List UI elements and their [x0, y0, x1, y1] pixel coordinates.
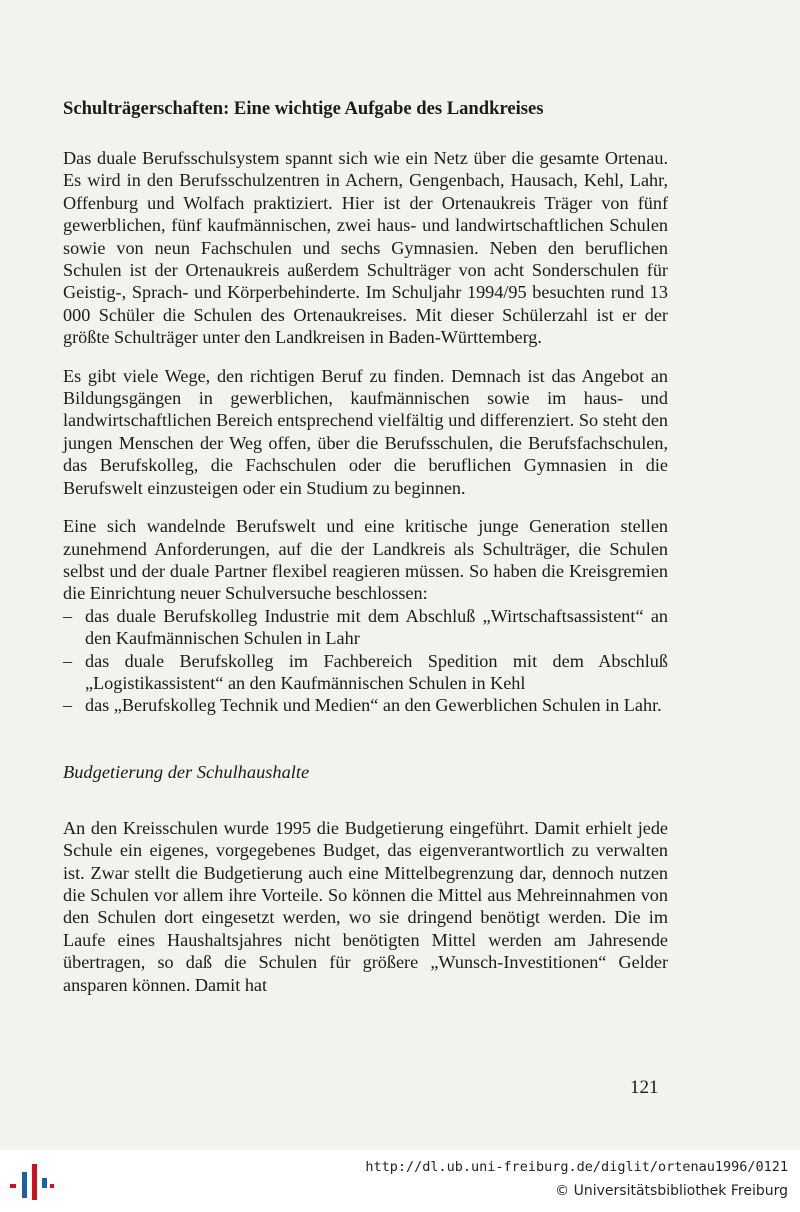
page-number: 121: [630, 1077, 659, 1098]
list-item: [63, 605, 668, 650]
dash-marker: –: [63, 695, 73, 716]
paragraph-1: Das duale Berufsschulsystem spannt sich wie ein Netz über die gesamte Ortenau. Es wird in den Berufsschulzentren in Achern, Gengenbach, Hausach, Kehl, Lahr, Offenburg und Wolfach praktiziert. Hier ist der Ortenaukreis Träger von fünf gewerblichen, fünf kaufmännischen, zwei haus- und landwirtschaftlichen Schulen sowie von neun Fachschulen und sechs Gymnasien. Neben den beruflichen Schulen ist der Ortenaukreis außerdem Schulträger von acht Sonderschulen für Geistig-, Sprach- und Körperbehinderte. Im Schuljahr 1994/95 besuchten rund 13 000 Schüler die Schulen des Ortenaukreises. Mit dieser Schülerzahl ist er der größte Schulträger unter den Landkreisen in Baden-Württemberg.: [63, 148, 668, 348]
list-item: [63, 694, 668, 716]
copyright-notice: © Universitätsbibliothek Freiburg: [555, 1183, 788, 1199]
paragraph-2: Es gibt viele Wege, den richtigen Beruf zu finden. Demnach ist das Angebot an Bildungsgängen in gewerblichen, kaufmännischen sowie im haus- und landwirtschaftlichen Bereich entsprechend vielfältig und differenziert. So steht den jungen Menschen der Weg offen, über die Berufsschulen, die Berufsfachschulen, das Berufskolleg, die Fachschulen oder die beruflichen Gymnasien in die Berufswelt einzusteigen oder ein Studium zu beginnen.: [63, 365, 668, 498]
dash-marker: –: [63, 605, 73, 626]
ub-freiburg-logo-icon: [10, 1162, 54, 1202]
paragraph-4: An den Kreisschulen wurde 1995 die Budgetierung eingeführt. Damit erhielt jede Schule ein eigenes, vorgegebenes Budget, das eigenverantwortlich zu verwalten ist. Zwar stellt die Budgetierung auch eine Mittelbegrenzung dar, dennoch nutzen die Schulen vor allem ihre Vorteile. So können die Mittel aus Mehreinnahmen von den Schulen dort eingesetzt werden, wo sie dringend benötigt werden. Die im Laufe eines Haushaltsjahres nicht benötigten Mittel werden am Jahresende übertragen, so daß die Schulen für größere „Wunsch-Investitionen“ Gelder ansparen können. Damit hat: [63, 817, 668, 995]
library-footer: [0, 1150, 800, 1212]
article-title: Schulträgerschaften: Eine wichtige Aufgabe des Landkreises: [63, 98, 544, 119]
list-item: [63, 650, 668, 695]
source-url-link[interactable]: http://dl.ub.uni-freiburg.de/diglit/ortenau1996/0121: [365, 1159, 788, 1175]
list-item-text: das „Berufskolleg Technik und Medien“ an den Gewerblichen Schulen in Lahr.: [85, 695, 662, 716]
section-subtitle: Budgetierung der Schulhaushalte: [63, 761, 310, 782]
list-item-text: das duale Berufskolleg Industrie mit dem Abschluß „Wirtschaftsassistent“ an den Kaufmännischen Schulen in Lahr: [85, 605, 668, 649]
school-trial-list: [63, 605, 668, 717]
list-item-text: das duale Berufskolleg im Fachbereich Spedition mit dem Abschluß „Logistikassistent“ an den Kaufmännischen Schulen in Kehl: [85, 650, 668, 693]
article-body: [63, 98, 668, 1012]
dash-marker: –: [63, 650, 73, 671]
paragraph-3: Eine sich wandelnde Berufswelt und eine kritische junge Generation stellen zunehmend Anforderungen, auf die der Landkreis als Schulträger, die Schulen selbst und der duale Partner flexibel reagieren müssen. So haben die Kreisgremien die Einrichtung neuer Schulversuche beschlossen:: [63, 516, 668, 604]
